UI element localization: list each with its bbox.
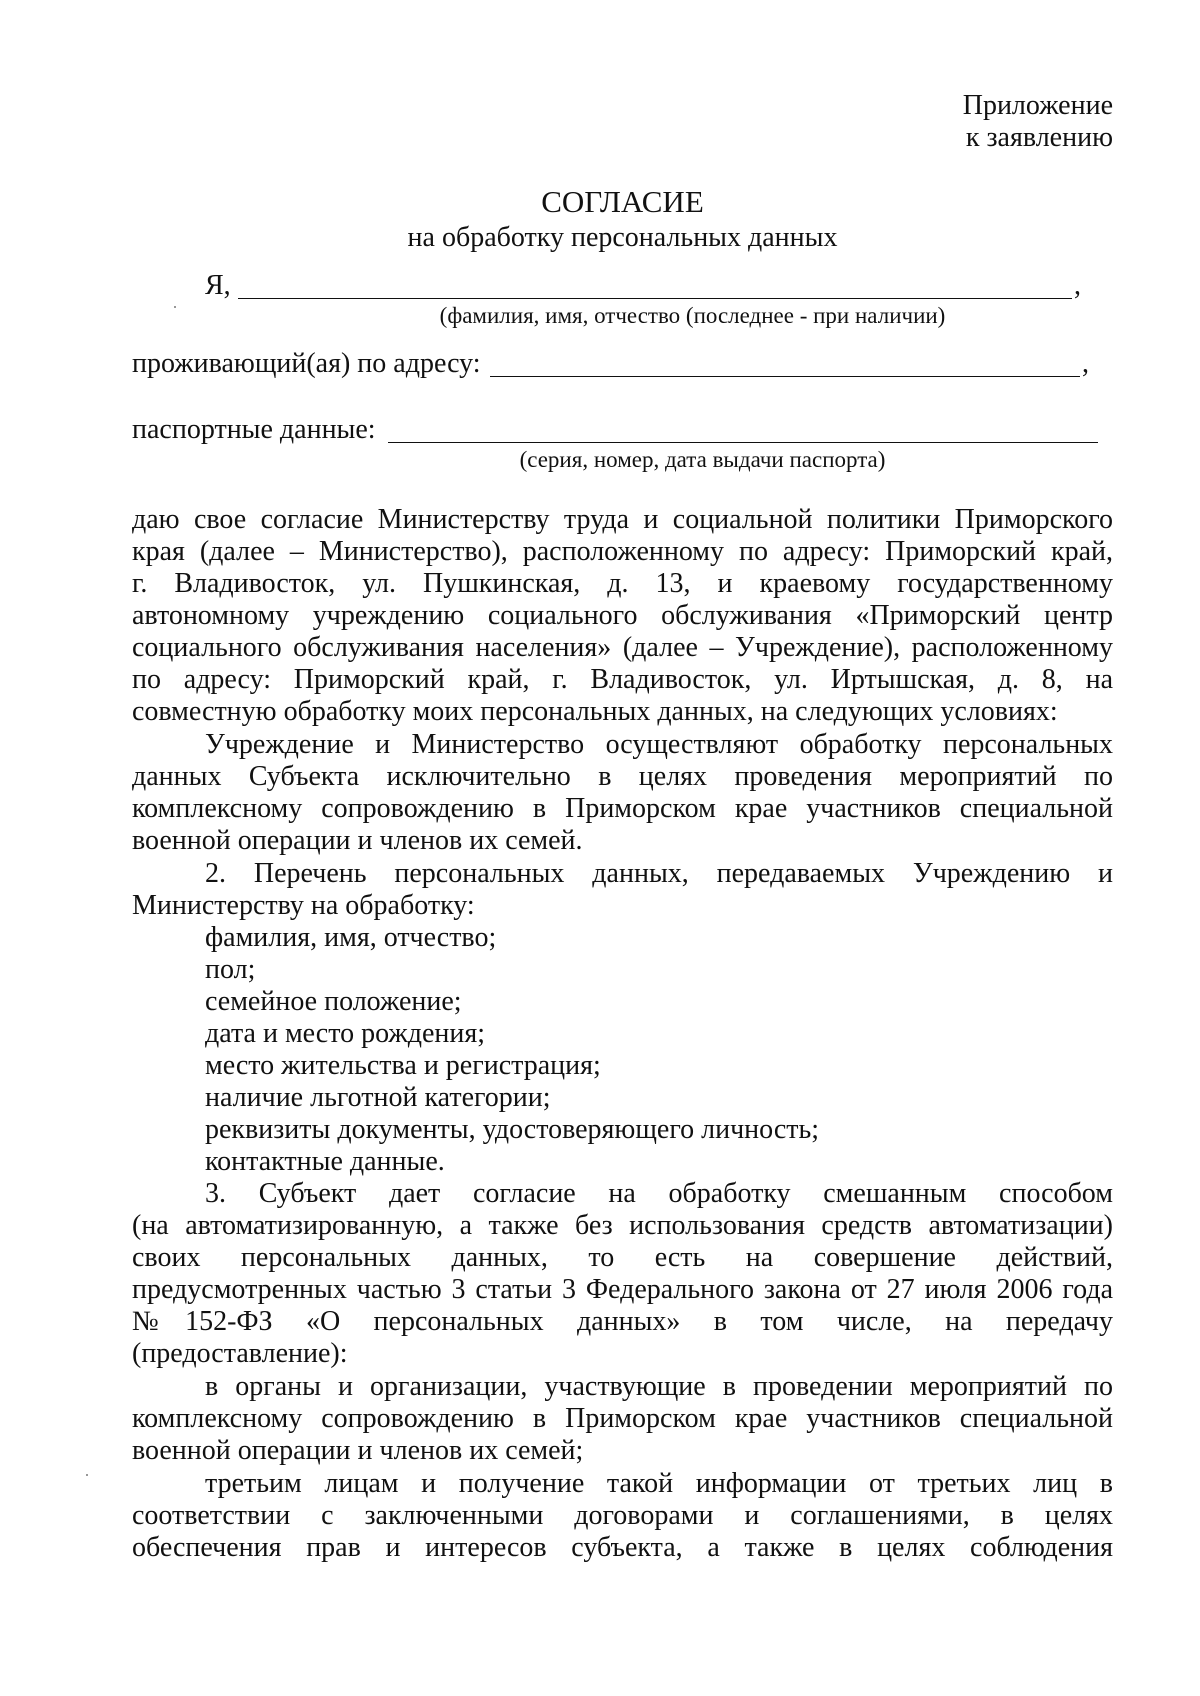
list-item: контактные данные.	[205, 1146, 445, 1177]
name-prefix: Я,	[205, 270, 231, 301]
scan-speck	[86, 1474, 88, 1476]
intro-line: автономному учреждению социального обслуживания «Приморский центр	[132, 600, 1113, 631]
name-field[interactable]	[238, 298, 1072, 299]
list-item: реквизиты документы, удостоверяющего личность;	[205, 1114, 820, 1145]
address-suffix: ,	[1082, 348, 1089, 379]
name-suffix: ,	[1074, 270, 1081, 301]
p5-line: обеспечения прав и интересов субъекта, а также в целях соблюдения	[132, 1532, 1113, 1563]
scan-speck	[174, 306, 176, 308]
name-caption: (фамилия, имя, отчество (последнее - при наличии)	[439, 303, 946, 328]
p4-line: военной операции и членов их семей;	[132, 1435, 584, 1466]
p3-line: 3. Субъект дает согласие на обработку смешанным способом	[205, 1178, 1113, 1209]
passport-field[interactable]	[388, 442, 1098, 443]
p2-line: Министерству на обработку:	[132, 890, 475, 921]
p1-line: Учреждение и Министерство осуществляют обработку персональных	[205, 729, 1113, 760]
list-item: наличие льготной категории;	[205, 1082, 551, 1113]
p2-line: 2. Перечень персональных данных, передаваемых Учреждению и	[205, 858, 1113, 889]
p1-line: комплексному сопровождению в Приморском крае участников специальной	[132, 793, 1113, 824]
intro-line: по адресу: Приморский край, г. Владивосток, ул. Иртышская, д. 8, на	[132, 664, 1113, 695]
p3-line: №152-ФЗ «О персональных данных» в том числе, на передачу	[132, 1306, 1113, 1337]
p5-line: соответствии с заключенными договорами и соглашениями, в целях	[132, 1500, 1113, 1531]
p1-line: военной операции и членов их семей.	[132, 825, 583, 856]
p4-line: в органы и организации, участвующие в проведении мероприятий по	[205, 1371, 1113, 1402]
intro-line: совместную обработку моих персональных данных, на следующих условиях:	[132, 696, 1058, 727]
list-item: пол;	[205, 954, 256, 985]
p3-line: (предоставление):	[132, 1338, 348, 1369]
address-label: проживающий(ая) по адресу:	[132, 348, 481, 379]
list-item: дата и место рождения;	[205, 1018, 486, 1049]
p3-line: предусмотренных частью 3 статьи 3 Федерального закона от 27 июля 2006 года	[132, 1274, 1113, 1305]
p5-line: третьим лицам и получение такой информации от третьих лиц в	[205, 1468, 1113, 1499]
p3-line: (на автоматизированную, а также без использования средств автоматизации)	[132, 1210, 1113, 1241]
p3-line: своих персональных данных, то есть на совершение действий,	[132, 1242, 1113, 1273]
document-page	[132, 0, 1113, 1696]
document-subtitle: на обработку персональных данных	[407, 222, 838, 253]
address-field[interactable]	[490, 376, 1080, 377]
annex-sublabel: к заявлению	[965, 122, 1113, 153]
passport-caption: (серия, номер, дата выдачи паспорта)	[519, 447, 886, 472]
intro-line: даю свое согласие Министерству труда и социальной политики Приморского	[132, 504, 1113, 535]
intro-line: края (далее – Министерство), расположенному по адресу: Приморский край,	[132, 536, 1113, 567]
annex-label: Приложение	[962, 90, 1113, 121]
document-title: СОГЛАСИЕ	[541, 184, 704, 219]
intro-line: г. Владивосток, ул. Пушкинская, д. 13, и краевому государственному	[132, 568, 1113, 599]
list-item: место жительства и регистрация;	[205, 1050, 601, 1081]
intro-line: социального обслуживания населения» (далее – Учреждение), расположенному	[132, 632, 1113, 663]
list-item: фамилия, имя, отчество;	[205, 922, 497, 953]
list-item: семейное положение;	[205, 986, 462, 1017]
p1-line: данных Субъекта исключительно в целях проведения мероприятий по	[132, 761, 1113, 792]
p4-line: комплексному сопровождению в Приморском крае участников специальной	[132, 1403, 1113, 1434]
passport-label: паспортные данные:	[132, 414, 376, 445]
